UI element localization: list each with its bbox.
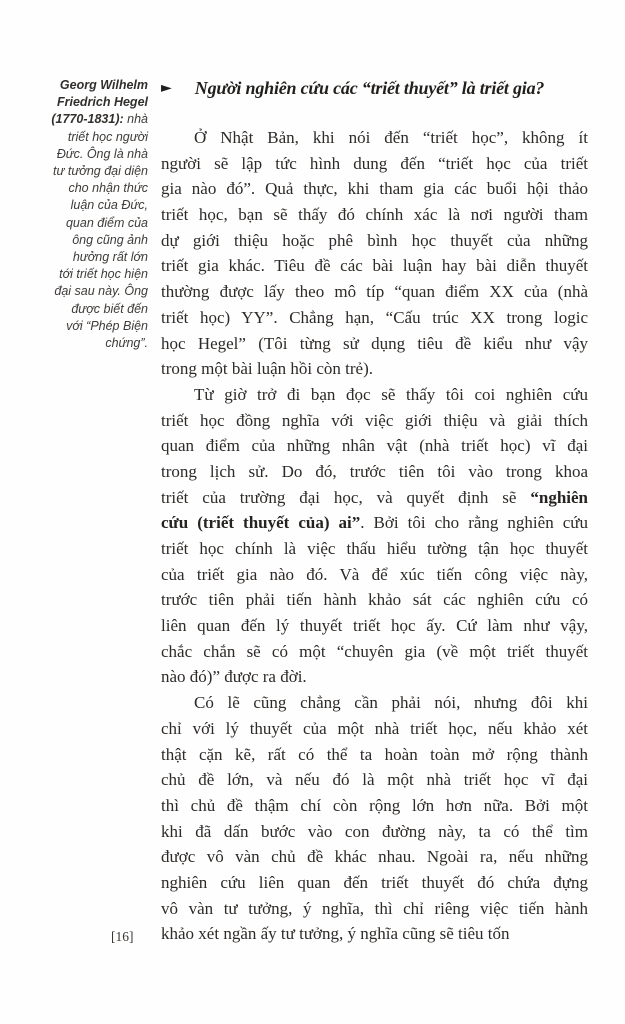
body-line: khảo xét ngần ấy tư tưởng, ý nghĩa cũng sẽ tiêu tốn: [161, 924, 510, 944]
body-line: thì chủ đề thậm chí còn rộng lớn hơn nữa. Bởi một: [161, 795, 588, 815]
margin-note-line: Đức. Ông là nhà: [56, 146, 148, 161]
margin-note-line: Friedrich Hegel: [57, 95, 148, 110]
body-line: cứu (triết thuyết của) ai”. Bởi tôi cho rằng nghiên cứu: [161, 513, 588, 533]
body-line: trước tiên phải tiến hành khảo sát các nghiên cứu có: [161, 590, 588, 610]
margin-note-line: được biết đến: [71, 301, 148, 316]
margin-note-line: luận của Đức,: [70, 198, 148, 213]
margin-note-line: ông cũng ảnh: [72, 232, 148, 247]
body-line: dự giới thiệu hoặc phê bình học thuyết của những: [161, 230, 588, 250]
body-line: khi đã dấn bước vào con đường này, ta có thể tìm: [161, 821, 588, 841]
body-line: thật cặn kẽ, rất có thể ta hoàn toàn mở rộng thành: [161, 744, 588, 764]
body-line: chắc chắn sẽ có một “chuyên gia (về một triết thuyết: [161, 641, 588, 661]
body-line: vô vàn tư tưởng, ý nghĩa, thì chỉ riêng việc tiến hành: [161, 898, 588, 918]
body-line: quan điểm của những nhân vật (nhà triết học) vĩ đại: [161, 436, 588, 456]
margin-note-line: Georg Wilhelm: [59, 78, 148, 92]
margin-note-line: quan điểm của: [65, 215, 148, 230]
section-heading-text: Người nghiên cứu các “triết thuyết” là triết gia?: [194, 78, 545, 98]
margin-note: [26, 77, 148, 352]
body-line: triết của trường đại học, và quyết định sẽ “nghiên: [161, 487, 588, 507]
body-line: thường được lấy theo mô típ “quan điểm XX của (nhà: [161, 282, 588, 302]
body-text: [161, 128, 588, 950]
margin-note-line: cho nhận thức: [68, 181, 148, 196]
body-line: gia nào đó”. Quả thực, khi tham gia các buổi hội thảo: [161, 179, 588, 199]
body-line: học Hegel” (Tôi từng sử dụng tiêu đề kiểu như vậy: [161, 333, 588, 353]
body-line: Có lẽ cũng chẳng cần phải nói, nhưng đôi khi: [194, 693, 588, 713]
body-line: triết học chính là việc thấu hiểu tường tận học thuyết: [161, 539, 588, 558]
margin-note-line: hưởng rất lớn: [72, 250, 148, 265]
body-line: nào đó)” được ra đời.: [161, 667, 307, 687]
body-line: triết học, bạn sẽ thấy đó chính xác là nơi người tham: [161, 205, 588, 225]
section-heading: [161, 77, 601, 100]
margin-note-line: tới triết học hiện: [59, 267, 148, 282]
triangle-bullet-icon: ►: [161, 80, 172, 96]
body-line: trong lịch sử. Do đó, trước tiên tôi vào trong khoa: [161, 461, 588, 481]
body-line: triết học đồng nghĩa với việc giới thiệu và giải thích: [161, 410, 588, 430]
body-line: của triết gia nào đó. Và để xúc tiến công việc này,: [161, 564, 588, 584]
margin-note-line: (1770-1831): nhà: [51, 112, 148, 127]
body-line: được vô vàn chủ đề khác nhau. Ngoài ra, nếu những: [161, 847, 588, 867]
body-line: nghiên cứu liên quan đến triết thuyết đó chứa đựng: [161, 872, 588, 892]
page-number: [16]: [111, 929, 134, 944]
body-line: triết học) YY”. Chẳng hạn, “Cấu trúc XX trong logic: [161, 307, 588, 327]
body-line: trong một bài luận hồi còn trẻ).: [161, 359, 373, 379]
body-line: Ở Nhật Bản, khi nói đến “triết học”, không ít: [194, 128, 588, 147]
margin-note-line: chứng”.: [105, 336, 148, 351]
margin-note-line: với “Phép Biện: [66, 318, 148, 333]
body-line: liên quan đến lý thuyết triết học ấy. Cứ làm như vậy,: [161, 616, 588, 636]
body-line: Từ giờ trở đi bạn đọc sẽ thấy tôi coi nghiên cứu: [194, 384, 588, 404]
body-line: chủ đề lớn, và nếu đó là một nhà triết học vĩ đại: [161, 770, 588, 790]
body-line: triết gia khác. Tiêu đề các bài luận hay bài diễn thuyết: [161, 256, 588, 276]
body-line: chỉ với lý thuyết của một nhà triết học, nếu khảo xét: [161, 718, 588, 738]
body-line: người sẽ lập tức hình dung đến “triết học của triết: [161, 153, 588, 173]
margin-note-line: tư tưởng đại diện: [53, 164, 148, 179]
margin-note-line: đại sau này. Ông: [54, 284, 148, 299]
margin-note-line: triết học người: [67, 129, 148, 144]
